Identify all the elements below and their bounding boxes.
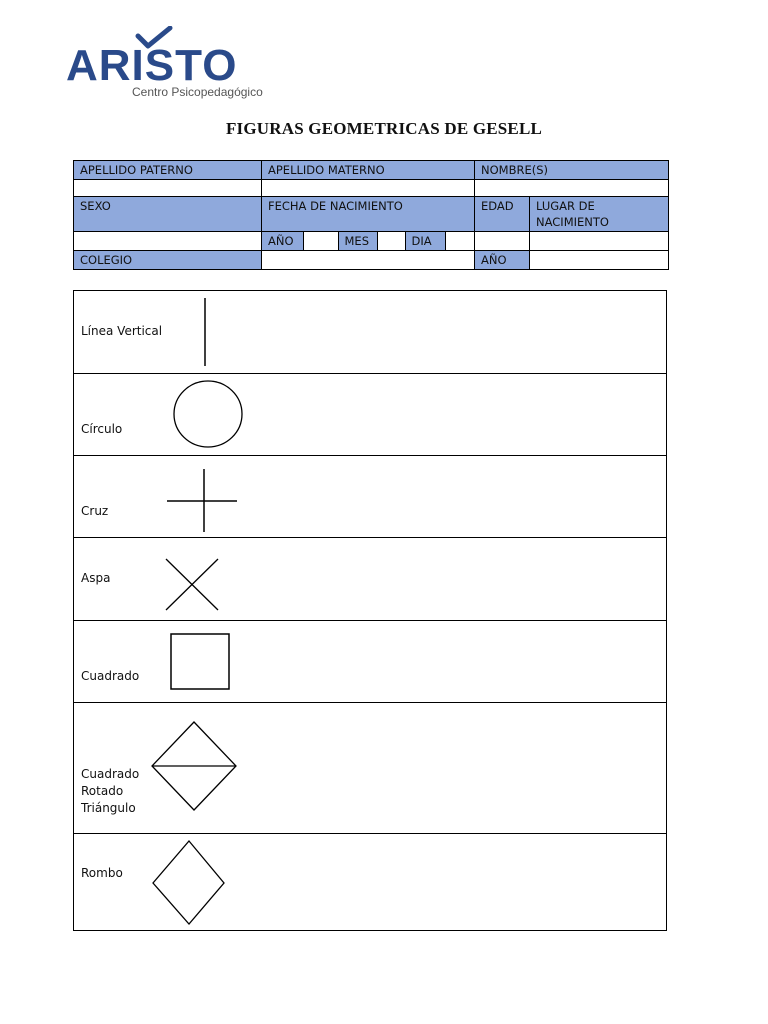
circle-icon [170, 378, 246, 450]
figure-row-linea-vertical [74, 291, 666, 374]
figure-label: Cuadrado [81, 669, 140, 683]
figures-table [73, 290, 667, 931]
anio-escolar-field[interactable] [530, 251, 669, 270]
figure-label: Círculo [81, 422, 123, 436]
figure-row-cruz [74, 456, 666, 538]
figure-label: Rombo [81, 866, 123, 880]
drawing-area[interactable] [249, 834, 666, 930]
apellido-paterno-field[interactable] [74, 180, 262, 197]
anio-field[interactable] [303, 232, 338, 250]
vertical-line-icon [194, 297, 214, 367]
mes-field[interactable] [377, 232, 405, 250]
sexo-label: SEXO [74, 197, 262, 232]
colegio-field[interactable] [262, 251, 475, 270]
drawing-area[interactable] [249, 703, 666, 833]
dia-field[interactable] [445, 232, 475, 250]
nombres-label: NOMBRE(S) [475, 161, 669, 180]
drawing-area[interactable] [249, 621, 666, 702]
colegio-label: COLEGIO [74, 251, 262, 270]
rotated-square-triangle-icon [150, 719, 238, 813]
drawing-area[interactable] [214, 291, 666, 373]
drawing-area[interactable] [249, 538, 666, 620]
student-info-table [73, 160, 669, 270]
mes-label: MES [338, 232, 377, 250]
figure-row-cuadrado [74, 621, 666, 703]
fecha-nacimiento-label: FECHA DE NACIMIENTO [262, 197, 475, 232]
logo-wordmark: ARISTO [66, 41, 238, 90]
edad-field[interactable] [475, 232, 530, 251]
sexo-field[interactable] [74, 232, 262, 251]
figure-row-cuadrado-rotado-triangulo [74, 703, 666, 834]
figure-row-aspa [74, 538, 666, 621]
apellido-materno-field[interactable] [262, 180, 475, 197]
figure-row-rombo [74, 834, 666, 930]
figure-label: Aspa [81, 571, 111, 585]
fecha-nacimiento-group [262, 232, 475, 251]
drawing-area[interactable] [249, 456, 666, 537]
apellido-materno-label: APELLIDO MATERNO [262, 161, 475, 180]
dia-label: DIA [405, 232, 445, 250]
lugar-nacimiento-label: LUGAR DE NACIMIENTO [530, 197, 669, 232]
rhombus-icon [150, 838, 228, 926]
page-title: FIGURAS GEOMETRICAS DE GESELL [225, 119, 543, 138]
logo-subtitle: Centro Psicopedagógico [132, 85, 263, 99]
figure-label: Cuadrado Rotado Triángulo [81, 767, 140, 815]
figure-label: Cruz [81, 504, 109, 518]
nombres-field[interactable] [475, 180, 669, 197]
drawing-area[interactable] [249, 374, 666, 455]
edad-label: EDAD [475, 197, 530, 232]
square-icon [168, 631, 232, 693]
x-icon [162, 556, 222, 612]
aristo-logo [64, 26, 264, 102]
anio-label: AÑO [262, 232, 303, 250]
lugar-nacimiento-field[interactable] [530, 232, 669, 251]
anio-escolar-label: AÑO [475, 251, 530, 270]
figure-label: Línea Vertical [81, 324, 163, 338]
figure-row-circulo [74, 374, 666, 456]
cross-icon [164, 466, 240, 532]
apellido-paterno-label: APELLIDO PATERNO [74, 161, 262, 180]
